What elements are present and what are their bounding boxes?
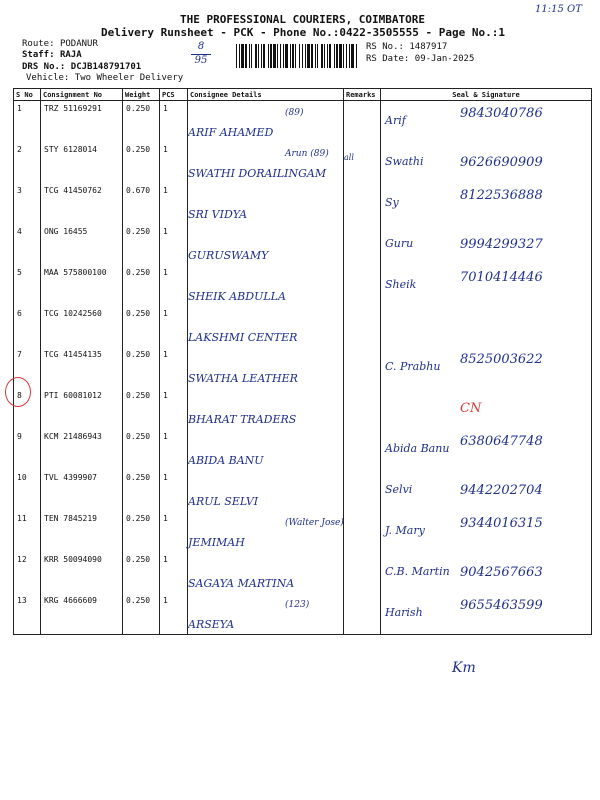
seal-signature-handwritten: Guru (385, 237, 414, 250)
sno-cell: 5 (14, 265, 41, 306)
weight-cell: 0.250 (123, 101, 160, 143)
barcode-bar (356, 44, 357, 68)
phone-handwritten: 9843040786 (460, 106, 543, 121)
remarks-cell (344, 306, 381, 347)
consignee-name-handwritten: SWATHI DORAILINGAM (188, 167, 327, 180)
remarks-cell (344, 429, 381, 470)
sno-cell: 8 (14, 388, 41, 429)
staff-line (22, 50, 82, 60)
rs-date-value: 09-Jan-2025 (414, 54, 475, 64)
barcode-bar (295, 44, 296, 68)
staff-label: Staff: (22, 50, 55, 60)
pcs-cell: 1 (160, 511, 188, 552)
phone-handwritten: 9442202704 (460, 483, 543, 498)
pcs-cell: 1 (160, 429, 188, 470)
vehicle-line (26, 73, 183, 83)
barcode-bar (270, 44, 272, 68)
sno-cell: 3 (14, 183, 41, 224)
barcode-bar (327, 44, 328, 68)
phone-handwritten: 9994299327 (460, 237, 543, 252)
table-row (14, 306, 592, 347)
consignee-name-handwritten: ARUL SELVI (188, 495, 259, 508)
seal-cell (381, 306, 592, 347)
barcode-bar (249, 44, 250, 68)
phone-handwritten: CN (460, 401, 482, 416)
route-line (22, 39, 98, 49)
remarks-cell (344, 388, 381, 429)
remarks-cell (344, 142, 381, 183)
weight-cell: 0.250 (123, 593, 160, 635)
barcode-bar (283, 44, 284, 68)
consignment-cell: TRZ 51169291 (41, 101, 123, 143)
staff-value: RAJA (59, 50, 82, 60)
seal-signature-handwritten: Selvi (385, 483, 413, 496)
table-header-row (14, 89, 592, 101)
remarks-cell (344, 101, 381, 143)
barcode-bar (334, 44, 335, 68)
remarks-cell (344, 593, 381, 635)
consignee-note-handwritten: Arun (89) (285, 149, 329, 159)
sno-cell: 12 (14, 552, 41, 593)
pcs-cell: 1 (160, 552, 188, 593)
rs-no-value: 1487917 (409, 42, 448, 52)
remarks-cell (344, 511, 381, 552)
barcode-bar (302, 44, 303, 68)
consignee-name-handwritten: BHARAT TRADERS (188, 413, 297, 426)
phone-handwritten: 9655463599 (460, 598, 543, 613)
barcode-bar (315, 44, 316, 68)
pcs-cell: 1 (160, 101, 188, 143)
consignee-name-handwritten: SRI VIDYA (188, 208, 248, 221)
barcode-bar (336, 44, 338, 68)
handwritten-time-note: 11:15 OT (535, 4, 582, 15)
barcode-bar (305, 44, 306, 68)
seal-cell (381, 388, 592, 429)
barcode-bar (346, 44, 347, 68)
consignee-name-handwritten: ABIDA BANU (188, 454, 264, 467)
company-title: THE PROFESSIONAL COURIERS, COIMBATORE (180, 13, 426, 26)
rs-date-line (366, 54, 474, 64)
barcode-bar (245, 44, 247, 68)
barcode-bar (317, 44, 318, 68)
remarks-handwritten: all (344, 153, 354, 162)
pcs-cell: 1 (160, 142, 188, 183)
barcode-bar (251, 44, 252, 68)
handwritten-page-fraction (191, 42, 211, 66)
barcode-bar (307, 44, 310, 68)
pcs-cell: 1 (160, 388, 188, 429)
consignment-cell: ONG 16455 (41, 224, 123, 265)
remarks-cell (344, 183, 381, 224)
barcode-bar (277, 44, 278, 68)
rs-date-label: RS Date: (366, 54, 410, 64)
phone-handwritten: 9344016315 (460, 516, 543, 531)
barcode-bar (241, 44, 244, 68)
consignment-cell: MAA 575800100 (41, 265, 123, 306)
weight-cell: 0.250 (123, 511, 160, 552)
seal-signature-handwritten: Swathi (385, 155, 424, 168)
barcode-bar (339, 44, 342, 68)
red-circle-mark (5, 377, 31, 407)
barcode-bar (236, 44, 237, 68)
runsheet-title: Delivery Runsheet - PCK - Phone No.:0422-3505555 - Page No.:1 (101, 26, 505, 39)
consignee-name-handwritten: SWATHA LEATHER (188, 372, 298, 385)
consignee-name-handwritten: JEMIMAH (188, 536, 245, 549)
consignee-name-handwritten: SHEIK ABDULLA (188, 290, 286, 303)
pcs-cell: 1 (160, 224, 188, 265)
seal-signature-handwritten: Abida Banu (385, 442, 450, 455)
pcs-cell: 1 (160, 265, 188, 306)
rs-no-label: RS No.: (366, 42, 404, 52)
route-value: PODANUR (59, 39, 98, 49)
consignment-cell: TCG 41454135 (41, 347, 123, 388)
col-header-sno: S No (14, 89, 41, 101)
consignment-cell: PTI 60081012 (41, 388, 123, 429)
seal-signature-handwritten: Arif (385, 114, 406, 127)
weight-cell: 0.250 (123, 470, 160, 511)
rs-no-line (366, 42, 447, 52)
barcode-bar (321, 44, 323, 68)
barcode-bar (263, 44, 265, 68)
phone-handwritten: 6380647748 (460, 434, 543, 449)
col-header-seal: Seal & Signature (381, 89, 592, 101)
pcs-cell: 1 (160, 183, 188, 224)
col-header-weight: Weight (123, 89, 160, 101)
weight-cell: 0.250 (123, 142, 160, 183)
remarks-cell (344, 347, 381, 388)
drs-label: DRS No.: (22, 62, 66, 72)
barcode-bar (351, 44, 354, 68)
seal-signature-handwritten: Sy (385, 196, 399, 209)
weight-cell: 0.250 (123, 306, 160, 347)
phone-handwritten: 8122536888 (460, 188, 543, 203)
remarks-cell (344, 265, 381, 306)
sno-cell: 13 (14, 593, 41, 635)
weight-cell: 0.250 (123, 388, 160, 429)
barcode-bar (329, 44, 331, 68)
col-header-consignee: Consignee Details (188, 89, 344, 101)
barcode-bar (258, 44, 259, 68)
vehicle-label: Vehicle: (26, 73, 70, 83)
weight-cell: 0.250 (123, 429, 160, 470)
consignment-cell: KRG 4666609 (41, 593, 123, 635)
remarks-cell (344, 552, 381, 593)
footer-signature: Km (452, 660, 476, 676)
col-header-remarks: Remarks (344, 89, 381, 101)
barcode-bar (239, 44, 240, 68)
consignee-note-handwritten: (89) (285, 108, 304, 118)
fraction-top: 8 (197, 41, 205, 52)
barcode-bar (292, 44, 294, 68)
vehicle-value: Two Wheeler Delivery (74, 73, 184, 83)
remarks-cell (344, 224, 381, 265)
barcode-bar (255, 44, 257, 68)
phone-handwritten: 7010414446 (460, 270, 543, 285)
drs-line (22, 62, 141, 72)
consignee-note-handwritten: (Walter Jose) (285, 518, 344, 528)
consignment-cell: STY 6128014 (41, 142, 123, 183)
sno-cell: 6 (14, 306, 41, 347)
route-label: Route: (22, 39, 55, 49)
barcode-bar (290, 44, 291, 68)
barcode-bar (261, 44, 262, 68)
sno-cell: 9 (14, 429, 41, 470)
sno-cell: 1 (14, 101, 41, 143)
weight-cell: 0.250 (123, 224, 160, 265)
weight-cell: 0.250 (123, 552, 160, 593)
barcode (236, 44, 360, 68)
weight-cell: 0.670 (123, 183, 160, 224)
barcode-bar (343, 44, 344, 68)
consignment-cell: TCG 41450762 (41, 183, 123, 224)
consignee-name-handwritten: ARSEYA (188, 618, 235, 631)
consignee-name-handwritten: SAGAYA MARTINA (188, 577, 295, 590)
consignment-cell: TCG 10242560 (41, 306, 123, 347)
barcode-bar (311, 44, 313, 68)
pcs-cell: 1 (160, 470, 188, 511)
barcode-bar (324, 44, 325, 68)
phone-handwritten: 9626690909 (460, 155, 543, 170)
sno-cell: 7 (14, 347, 41, 388)
barcode-bar (285, 44, 288, 68)
phone-handwritten: 9042567663 (460, 565, 543, 580)
pcs-cell: 1 (160, 347, 188, 388)
remarks-cell (344, 470, 381, 511)
consignment-cell: TVL 4399907 (41, 470, 123, 511)
consignment-cell: TEN 7845219 (41, 511, 123, 552)
seal-signature-handwritten: Harish (385, 606, 423, 619)
col-header-pcs: PCS (160, 89, 188, 101)
weight-cell: 0.250 (123, 265, 160, 306)
seal-signature-handwritten: J. Mary (385, 524, 425, 537)
table-row (14, 388, 592, 429)
barcode-bar (299, 44, 300, 68)
consignment-cell: KCM 21486943 (41, 429, 123, 470)
sno-cell: 10 (14, 470, 41, 511)
drs-value: DCJB148791701 (70, 62, 142, 72)
barcode-bar (349, 44, 350, 68)
consignee-name-handwritten: GURUSWAMY (188, 249, 269, 262)
weight-cell: 0.250 (123, 347, 160, 388)
phone-handwritten: 8525003622 (460, 352, 543, 367)
pcs-cell: 1 (160, 593, 188, 635)
seal-signature-handwritten: C. Prabhu (385, 360, 441, 373)
consignee-name-handwritten: ARIF AHAMED (188, 126, 274, 139)
barcode-bar (268, 44, 269, 68)
col-header-consignment: Consignment No (41, 89, 123, 101)
sno-cell: 11 (14, 511, 41, 552)
consignment-cell: KRR 50094090 (41, 552, 123, 593)
barcode-bar (273, 44, 276, 68)
sno-cell: 4 (14, 224, 41, 265)
fraction-bottom: 95 (194, 54, 208, 66)
sno-cell: 2 (14, 142, 41, 183)
pcs-cell: 1 (160, 306, 188, 347)
seal-signature-handwritten: C.B. Martin (385, 565, 450, 578)
seal-signature-handwritten: Sheik (385, 278, 417, 291)
barcode-bar (280, 44, 281, 68)
consignee-name-handwritten: LAKSHMI CENTER (188, 331, 298, 344)
consignee-note-handwritten: (123) (285, 600, 310, 610)
